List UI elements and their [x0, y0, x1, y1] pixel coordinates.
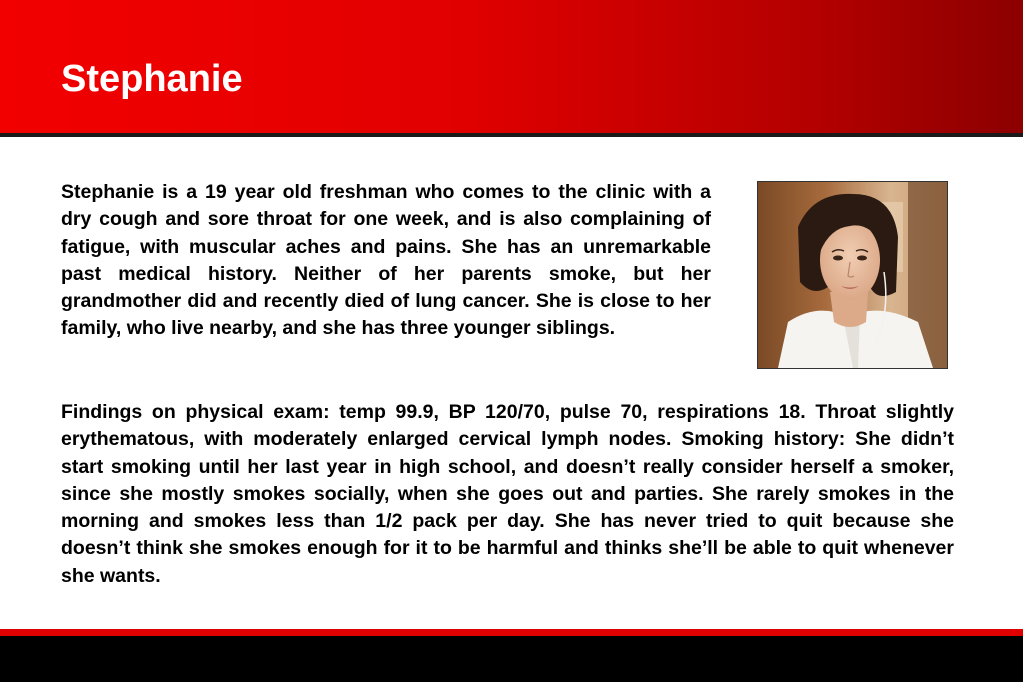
footer-bar [0, 636, 1023, 682]
footer-accent-stripe [0, 629, 1023, 636]
findings-paragraph: Findings on physical exam: temp 99.9, BP 120/70, pulse 70, respirations 18. Throat slightly erythematous, with moderately enlarged cervical lymph nodes. Smoking history: She didn’t start smoking until her last year in high school, and doesn’t really consider herself a smoker, since she mostly smokes socially, when she goes out and parties. She rarely smokes in the morning and smokes less than 1/2 pack per day. She has never tried to quit because she doesn’t think she smokes enough for it to be harmful and thinks she’ll be able to quit whenever she wants. [61, 401, 954, 587]
header-divider [0, 133, 1023, 137]
slide-title: Stephanie [61, 58, 243, 100]
intro-paragraph: Stephanie is a 19 year old freshman who comes to the clinic with a dry cough and sore throat for one week, and is also complaining of fatigue, with muscular aches and pains. She has an unremarkable past medical history. Neither of her parents smoke, but her grandmother did and recently died of lung cancer. She is close to her family, who live nearby, and she has three younger siblings. [61, 181, 711, 340]
patient-photo [757, 181, 948, 369]
